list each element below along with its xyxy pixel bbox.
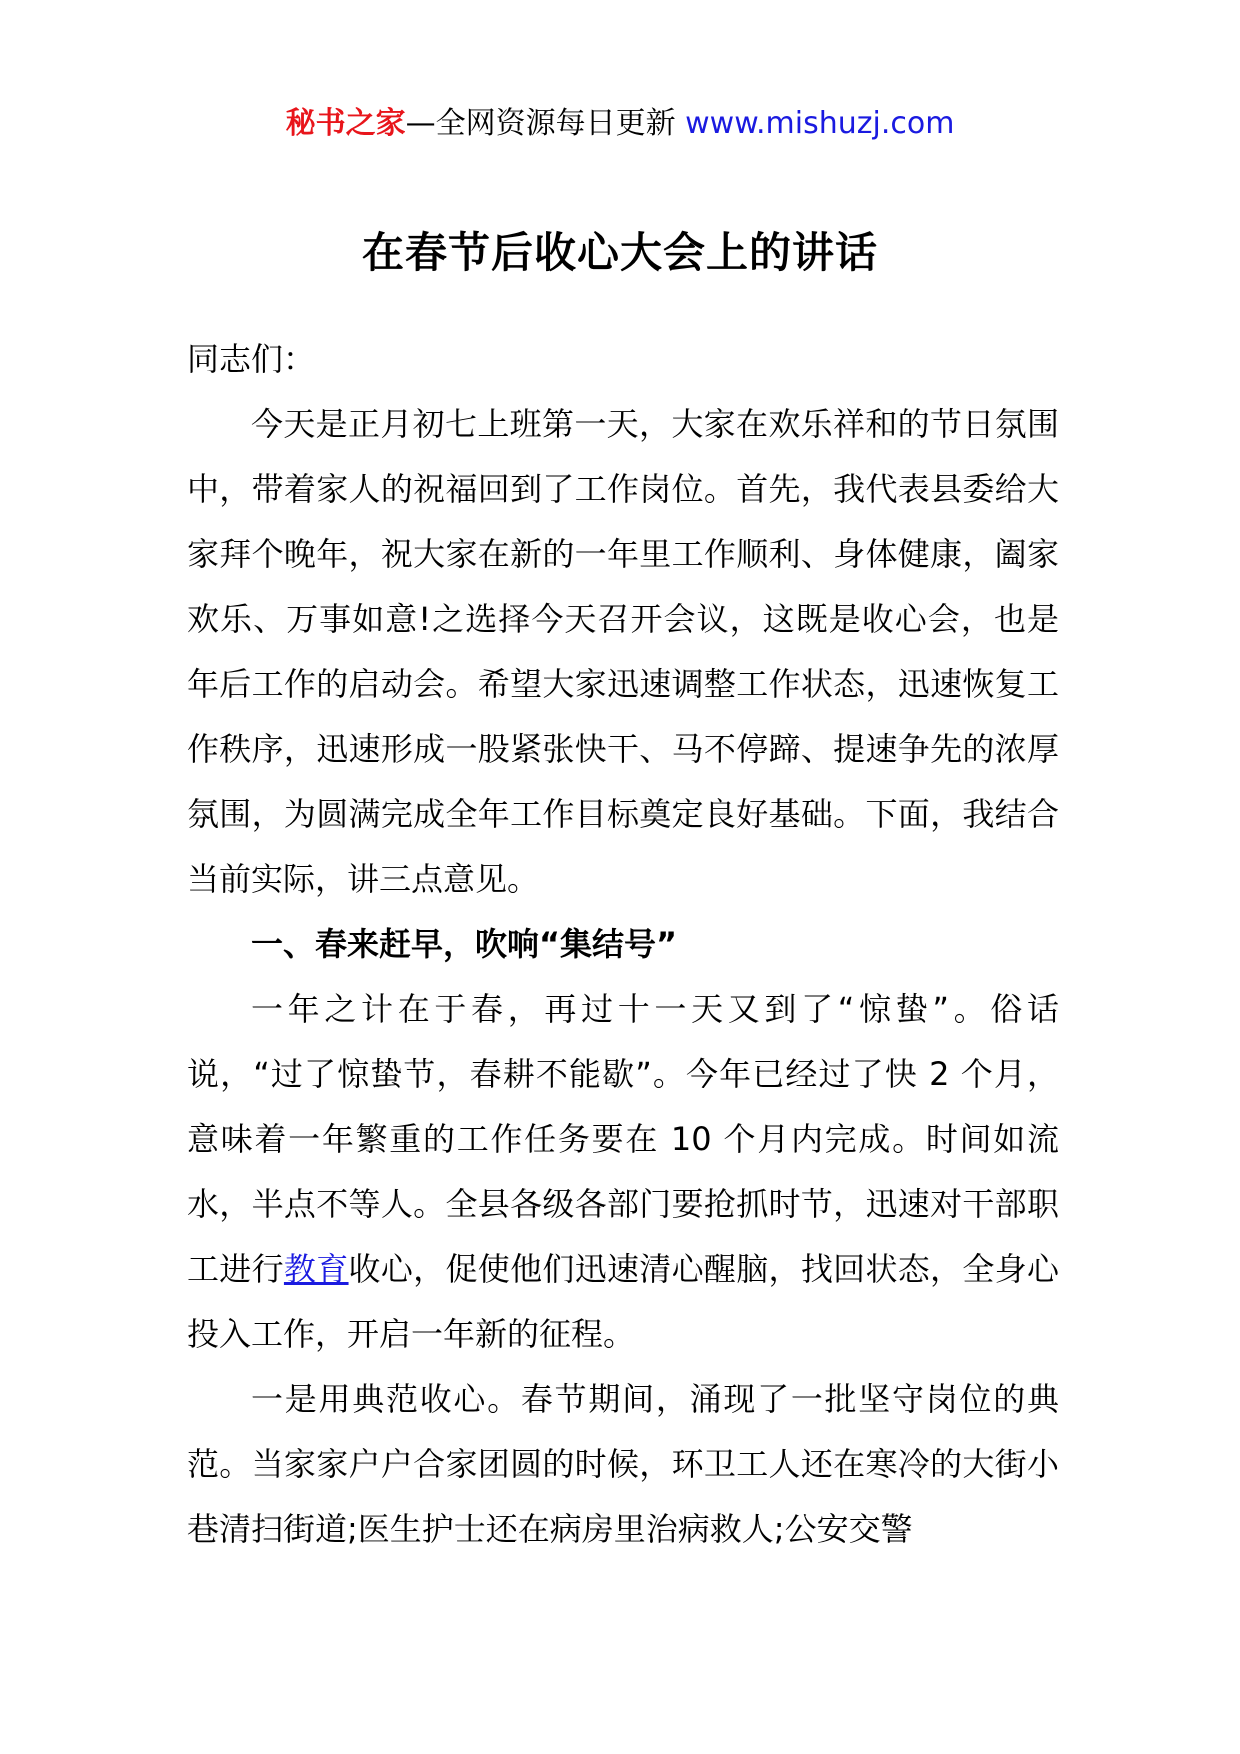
section-heading-1: 一、春来赶早，吹响“集结号”: [251, 925, 678, 963]
education-link[interactable]: 教育: [283, 1250, 349, 1288]
document-body: [187, 327, 1059, 1562]
salutation: 同志们：: [187, 340, 316, 378]
paragraph-1: 今天是正月初七上班第一天，大家在欢乐祥和的节日氛围中，带着家人的祝福回到了工作岗位。首先，我代表县委给大家拜个晚年，祝大家在新的一年里工作顺利、身体健康，阖家欢乐、万事如意!之选择今天召开会议，这既是收心会，也是年后工作的启动会。希望大家迅速调整工作状态，迅速恢复工作秩序，迅速形成一股紧张快干、马不停蹄、提速争先的浓厚氛围，为圆满完成全年工作目标奠定良好基础。下面，我结合当前实际，讲三点意见。: [187, 405, 1059, 898]
paragraph-2: [187, 977, 1059, 1367]
brand-name: 秘书之家: [285, 106, 406, 141]
paragraph-3: 一是用典范收心。春节期间，涌现了一批坚守岗位的典范。当家家户户合家团圆的时候，环卫工人还在寒冷的大街小巷清扫街道;医生护士还在病房里治病救人;公安交警: [187, 1380, 1059, 1548]
site-url-link[interactable]: www.mishuzj.com: [685, 106, 955, 141]
paragraph-2-text-start: 一年之计在于春，再过十一天又到了“惊蛰”。俗话说，“过了惊蛰节，春耕不能歇”。今年已经过了快 2 个月，意味着一年繁重的工作任务要在 10 个月内完成。时间如流水，半点不等人。全县各级各部门要抢抓时节，迅速对干部职工进行: [187, 990, 1059, 1288]
site-header: [0, 100, 1240, 148]
document-title: 在春节后收心大会上的讲话: [361, 228, 878, 277]
header-tagline: —全网资源每日更新: [405, 106, 686, 141]
paragraph-2-text-end: 收心，促使他们迅速清心醒脑，找回状态，全身心投入工作，开启一年新的征程。: [187, 1250, 1059, 1353]
